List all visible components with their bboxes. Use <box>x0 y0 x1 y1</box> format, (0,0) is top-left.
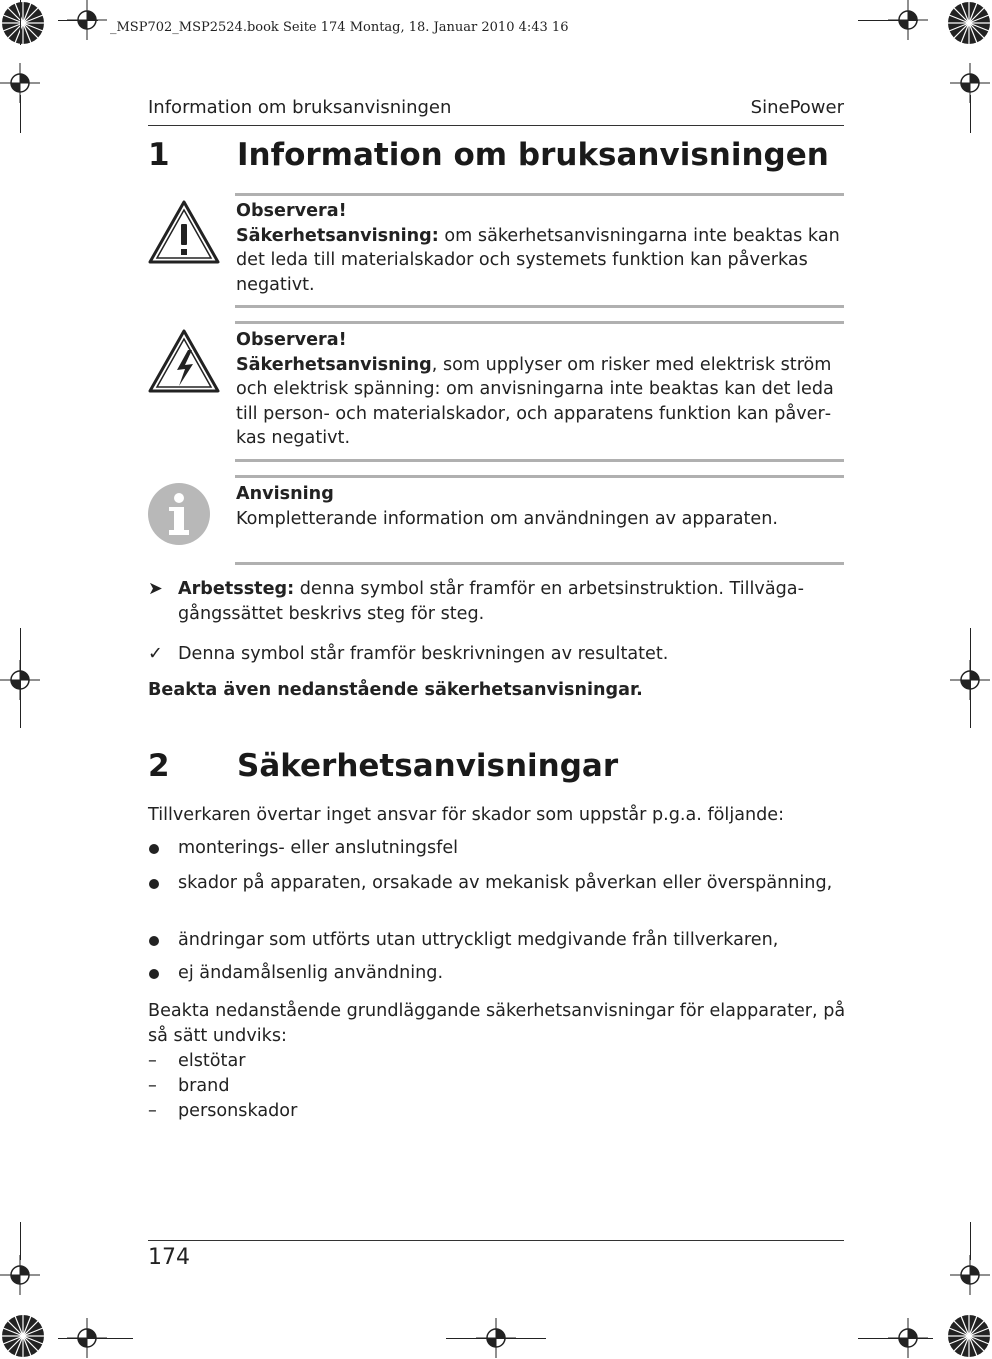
crop-line <box>20 0 21 45</box>
book-info-slug: _MSP702_MSP2524.book Seite 174 Montag, 18. Januar 2010 4:43 16 <box>110 20 569 35</box>
dash-marker: – <box>148 1051 157 1071</box>
arrow-step-icon: ➤ <box>148 579 163 599</box>
crosshair-icon <box>950 1255 990 1295</box>
result-item <box>148 642 848 668</box>
crop-sunburst-mark <box>0 0 46 46</box>
list-item <box>148 961 848 987</box>
header-rule <box>148 125 844 126</box>
notice-rule <box>235 459 844 462</box>
registration-mark <box>950 1255 990 1295</box>
work-step-item <box>148 577 848 627</box>
notice-rule <box>235 193 844 196</box>
info-icon <box>147 482 211 546</box>
crop-line <box>20 95 21 133</box>
section-number: 1 <box>148 137 170 173</box>
section-2-paragraph: Beakta nedanstående grundläggande säkerhetsanvisningar för elapparater, på så sätt undviks: <box>148 1001 846 1046</box>
warning-exclamation-icon <box>147 199 221 265</box>
crop-line <box>446 1338 546 1339</box>
crop-line <box>970 1222 971 1260</box>
step-text: denna symbol står framför en arbetsinstruktion. Tillvägagångssättet beskrivs steg för steg. <box>178 579 804 624</box>
crop-line <box>858 1338 933 1339</box>
section-title: Säkerhetsanvisningar <box>237 748 619 784</box>
notice-label: Observera! <box>236 330 347 350</box>
sunburst-icon <box>946 1313 992 1359</box>
section-number: 2 <box>148 748 170 784</box>
closing-note: Beakta även nedanstående säkerhetsanvisningar. <box>148 680 643 700</box>
dash-list-item <box>148 1049 848 1075</box>
crop-sunburst-mark <box>946 1313 992 1359</box>
notice-rule <box>235 475 844 478</box>
list-item <box>148 928 848 954</box>
notice-label: Observera! <box>236 201 347 221</box>
bullet-icon <box>149 936 159 946</box>
list-item-text: ändringar som utförts utan uttryckligt medgivande från tillverkaren, <box>178 930 779 950</box>
crop-sunburst-mark <box>946 0 992 46</box>
registration-mark <box>0 1255 40 1295</box>
notice-rule <box>235 562 844 565</box>
result-text: Denna symbol står framför beskrivningen av resultatet. <box>178 644 669 664</box>
crosshair-icon <box>0 1255 40 1295</box>
checkmark-icon: ✓ <box>148 644 163 664</box>
crop-sunburst-mark <box>0 1313 46 1359</box>
dash-marker: – <box>148 1101 157 1121</box>
step-lead: Arbetssteg: <box>178 579 295 599</box>
page-number: 174 <box>148 1245 190 1270</box>
bullet-icon <box>149 879 159 889</box>
dash-item-text: personskador <box>178 1101 298 1121</box>
section-2-intro: Tillverkaren övertar inget ansvar för skador som uppstår p.g.a. följande: <box>148 805 785 825</box>
list-item-text: monterings- eller anslutningsfel <box>178 838 459 858</box>
notice-body: om säkerhetsanvisningarna inte beaktas kan det leda till materialskador och systemets funktion kan påverkas negativt. <box>236 225 840 295</box>
list-item-text: ej ändamålsenlig användning. <box>178 963 444 983</box>
notice-body: , som upplyser om risker med elektrisk ström och elektrisk spänning: om anvisningarna inte beaktas kan det leda till person- och materialskador, och apparatens funktion kan påverkas negativt. <box>236 354 834 448</box>
sunburst-icon <box>946 0 992 46</box>
notice-rule <box>235 305 844 308</box>
notice-lead: Säkerhetsanvisning <box>236 354 432 375</box>
crop-line <box>20 1222 21 1260</box>
footer-rule <box>148 1240 844 1241</box>
electric-shock-warning-icon <box>147 328 221 394</box>
crop-line <box>58 1338 133 1339</box>
brand-name: SinePower <box>750 97 844 118</box>
notice-body: Kompletterande information om användningen av apparaten. <box>236 508 778 529</box>
notice-label: Anvisning <box>236 484 334 504</box>
sunburst-icon <box>0 0 46 46</box>
crop-line <box>58 20 98 21</box>
bullet-icon <box>149 969 159 979</box>
sunburst-icon <box>0 1313 46 1359</box>
dash-item-text: brand <box>178 1076 230 1096</box>
list-item <box>148 871 848 921</box>
list-item <box>148 836 848 862</box>
dash-list-item <box>148 1099 848 1125</box>
running-title: Information om bruksanvisningen <box>148 97 452 118</box>
bullet-icon <box>149 844 159 854</box>
section-title: Information om bruksanvisningen <box>237 137 829 173</box>
crop-line <box>20 628 21 728</box>
list-item-text: skador på apparaten, orsakade av mekanisk påverkan eller överspänning, <box>178 873 833 893</box>
dash-list-item <box>148 1074 848 1100</box>
notice-rule <box>235 321 844 324</box>
dash-item-text: elstötar <box>178 1051 246 1071</box>
crop-line <box>970 95 971 133</box>
notice-lead: Säkerhetsanvisning: <box>236 225 439 246</box>
crop-line <box>970 628 971 728</box>
notice-electric-caution <box>236 328 848 451</box>
dash-marker: – <box>148 1076 157 1096</box>
crop-line <box>858 20 918 21</box>
notice-caution <box>236 199 848 297</box>
notice-hint <box>236 482 848 531</box>
